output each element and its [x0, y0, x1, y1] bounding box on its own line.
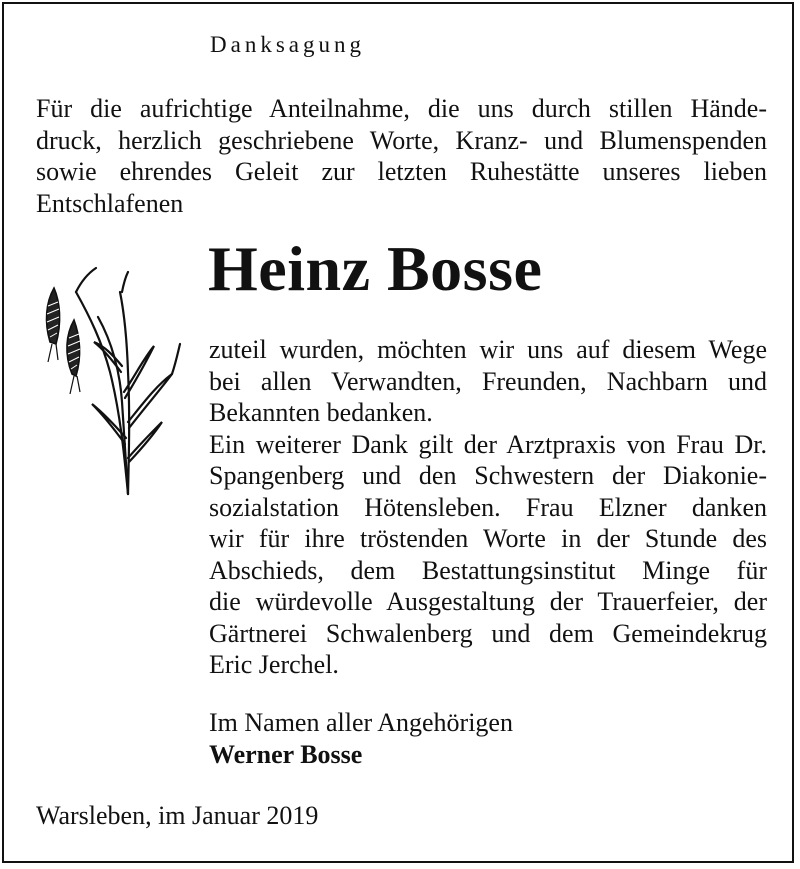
intro-paragraph [36, 93, 767, 219]
intro-line: Entschlafenen [36, 188, 184, 218]
body-line: zuteil wurden, möchten wir uns auf diesem Wege [209, 335, 767, 364]
body-line: bei allen Verwandten, Freunden, Nachbarn und [209, 366, 767, 396]
place-date: Warsleben, im Januar 2019 [36, 801, 319, 830]
closing-block [209, 707, 513, 770]
body-line: Spangenberg und den Schwestern der Diakonie- [209, 461, 767, 490]
body-line: Abschieds, dem Bestattungsinstitut Minge für [209, 555, 767, 585]
body-line: die würdevolle Ausgestaltung der Trauerfeier, der [209, 587, 767, 616]
body-line: wir für ihre tröstenden Worte in der Stunde des [209, 524, 767, 553]
closing-line: Im Namen aller Angehörigen [209, 708, 513, 737]
body-paragraph [209, 334, 767, 681]
intro-line: sowie ehrendes Geleit zur letzten Ruhestätte unseres lieben [36, 157, 767, 186]
body-line: Gärtnerei Schwalenberg und dem Gemeindekrug [209, 618, 767, 648]
body-line: Eric Jerchel. [209, 650, 339, 679]
deceased-name: Heinz Bosse [208, 233, 543, 304]
wheat-ears-icon [32, 262, 182, 502]
body-line: sozialstation Hötensleben. Frau Elzner danken [209, 492, 767, 522]
notice-heading: Danksagung [210, 32, 365, 57]
body-line: Bekannten bedanken. [209, 398, 433, 427]
intro-line: Für die aufrichtige Anteilnahme, die uns durch stillen Hände- [36, 94, 767, 123]
signer-name: Werner Bosse [209, 739, 363, 769]
body-line: Ein weiterer Dank gilt der Arztpraxis von Frau Dr. [209, 429, 767, 459]
intro-line: druck, herzlich geschriebene Worte, Kranz- und Blumenspenden [36, 125, 767, 155]
